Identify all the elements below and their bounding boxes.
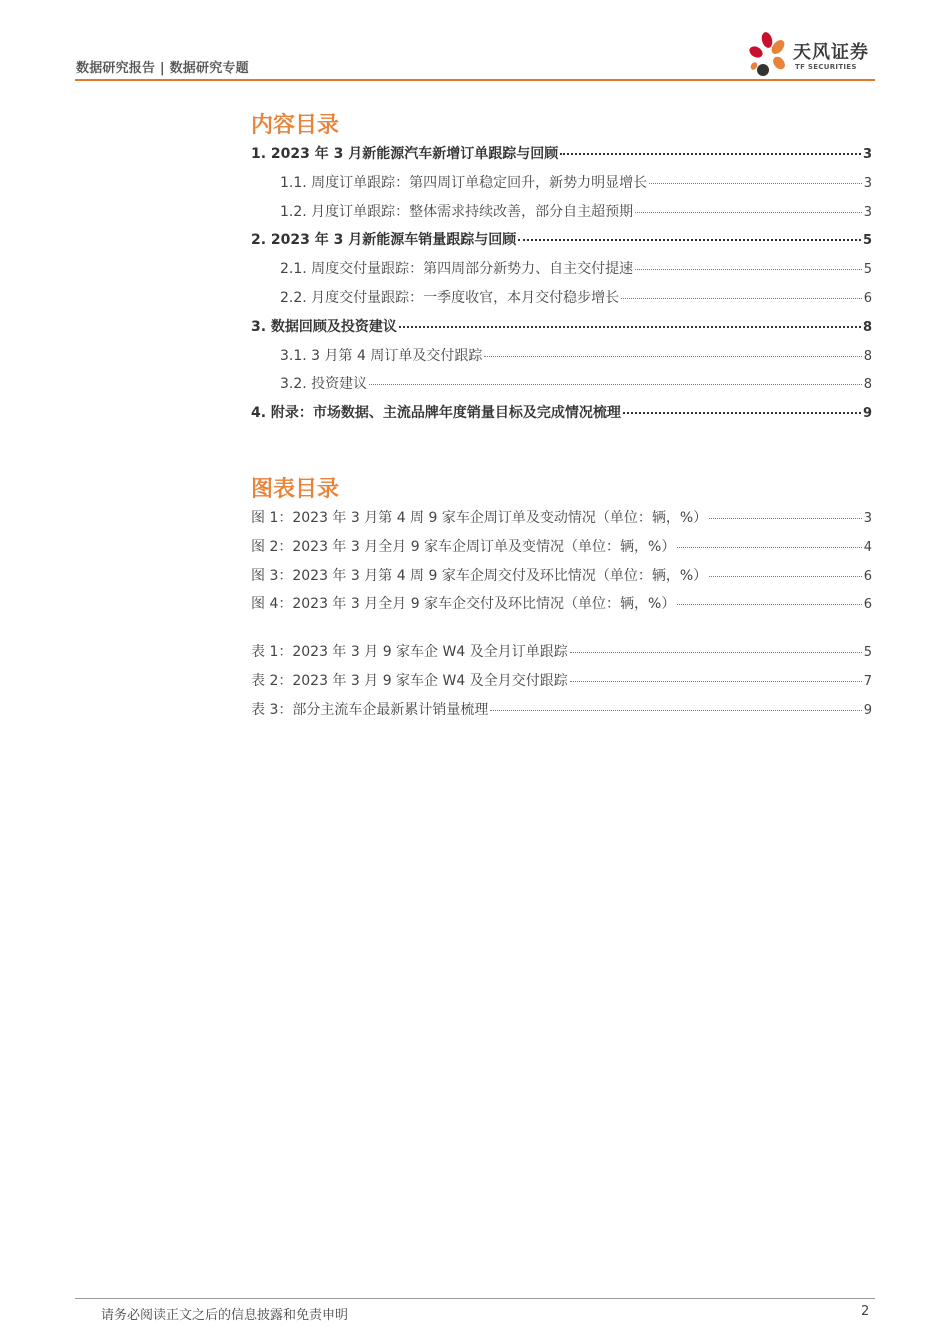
toc-entry-page: 8 <box>863 377 872 393</box>
toc-entry-text: 4. 附录：市场数据、主流品牌年度销量目标及完成情况梳理 <box>251 405 621 422</box>
figure-entry[interactable] <box>251 507 872 536</box>
figure-entry-text: 图 2：2023 年 3 月全月 9 家车企周订单及变情况（单位：辆，%） <box>251 538 676 555</box>
dot-leader <box>649 182 862 184</box>
toc-entry[interactable] <box>251 258 872 287</box>
toc-entry-page: 3 <box>863 204 872 220</box>
toc-entry[interactable] <box>251 287 872 316</box>
toc-entry-text: 3. 数据回顾及投资建议 <box>251 318 397 335</box>
dot-leader <box>570 680 862 682</box>
table-entry-page: 9 <box>863 702 872 718</box>
table-list <box>251 641 872 727</box>
footer-divider <box>75 1298 875 1299</box>
toc-entry-text: 3.1. 3 月第 4 周订单及交付跟踪 <box>280 347 483 364</box>
table-entry-text: 表 3：部分主流车企最新累计销量梳理 <box>251 701 489 718</box>
dot-leader <box>677 603 861 605</box>
toc-list <box>251 143 872 431</box>
toc-entry[interactable] <box>251 316 872 345</box>
brand-name: 天风证券 <box>793 42 869 63</box>
toc-entry-text: 2. 2023 年 3 月新能源车销量跟踪与回顾 <box>251 232 517 249</box>
figure-entry-text: 图 3：2023 年 3 月第 4 周 9 家车企周交付及环比情况（单位：辆，%） <box>251 567 708 584</box>
dot-leader <box>399 325 861 328</box>
report-category: 数据研究报告 | 数据研究专题 <box>76 61 249 76</box>
toc-entry-page: 8 <box>862 319 872 335</box>
dot-leader <box>560 152 861 155</box>
toc-entry[interactable] <box>251 402 872 431</box>
dot-leader <box>369 383 862 385</box>
dot-leader <box>635 268 862 270</box>
toc-entry-page: 3 <box>862 147 872 162</box>
toc-entry-text: 3.2. 投资建议 <box>280 376 368 393</box>
table-entry-page: 7 <box>863 673 872 689</box>
dot-leader <box>709 575 862 577</box>
dot-leader <box>570 651 862 653</box>
logo-flower-icon <box>747 30 793 80</box>
toc-entry-text: 2.1. 周度交付量跟踪：第四周部分新势力、自主交付提速 <box>280 261 634 278</box>
figure-entry-text: 图 1：2023 年 3 月第 4 周 9 家车企周订单及变动情况（单位：辆，%） <box>251 510 708 526</box>
figure-entry[interactable] <box>251 565 872 594</box>
footer-disclaimer: 请务必阅读正文之后的信息披露和免责申明 <box>101 1308 349 1323</box>
dot-leader <box>677 546 861 548</box>
brand-subtitle: TF SECURITIES <box>795 63 857 71</box>
header-divider <box>75 79 875 81</box>
toc-entry-page: 8 <box>863 348 872 364</box>
toc-entry[interactable] <box>251 172 872 201</box>
page-number: 2 <box>861 1304 870 1319</box>
figures-title: 图表目录 <box>251 477 340 502</box>
figure-entry[interactable] <box>251 593 872 622</box>
figure-list <box>251 507 872 622</box>
toc-entry-page: 3 <box>863 175 872 191</box>
toc-title: 内容目录 <box>251 113 340 138</box>
dot-leader <box>490 709 861 711</box>
table-entry[interactable] <box>251 699 872 728</box>
toc-entry-text: 2.2. 月度交付量跟踪：一季度收官，本月交付稳步增长 <box>280 289 620 306</box>
table-entry-page: 5 <box>863 645 872 660</box>
table-entry-text: 表 2：2023 年 3 月 9 家车企 W4 及全月交付跟踪 <box>251 672 568 689</box>
table-entry[interactable] <box>251 641 872 670</box>
figure-entry-text: 图 4：2023 年 3 月全月 9 家车企交付及环比情况（单位：辆，%） <box>251 596 676 613</box>
toc-entry-page: 6 <box>863 290 872 306</box>
dot-leader <box>635 211 862 213</box>
figure-entry-page: 3 <box>863 511 872 526</box>
tf-securities-logo <box>747 30 882 80</box>
figure-entry[interactable] <box>251 536 872 565</box>
dot-leader <box>484 355 861 357</box>
table-entry-text: 表 1：2023 年 3 月 9 家车企 W4 及全月订单跟踪 <box>251 644 568 660</box>
toc-entry-page: 5 <box>863 262 872 278</box>
toc-entry-text: 1.2. 月度订单跟踪：整体需求持续改善，部分自主超预期 <box>280 203 634 220</box>
dot-leader <box>709 517 862 519</box>
toc-entry-page: 5 <box>862 233 872 249</box>
toc-entry[interactable] <box>251 229 872 258</box>
dot-leader <box>623 411 861 414</box>
toc-entry[interactable] <box>251 345 872 374</box>
toc-entry[interactable] <box>251 143 872 172</box>
dot-leader <box>518 238 861 241</box>
toc-entry-text: 1. 2023 年 3 月新能源汽车新增订单跟踪与回顾 <box>251 146 559 162</box>
toc-entry[interactable] <box>251 201 872 230</box>
dot-leader <box>621 297 862 299</box>
table-entry[interactable] <box>251 670 872 699</box>
toc-entry[interactable] <box>251 373 872 402</box>
figure-entry-page: 6 <box>863 597 872 613</box>
figure-entry-page: 4 <box>863 539 872 555</box>
toc-entry-text: 1.1. 周度订单跟踪：第四周订单稳定回升，新势力明显增长 <box>280 174 648 191</box>
toc-entry-page: 9 <box>862 406 872 422</box>
figure-entry-page: 6 <box>863 568 872 584</box>
